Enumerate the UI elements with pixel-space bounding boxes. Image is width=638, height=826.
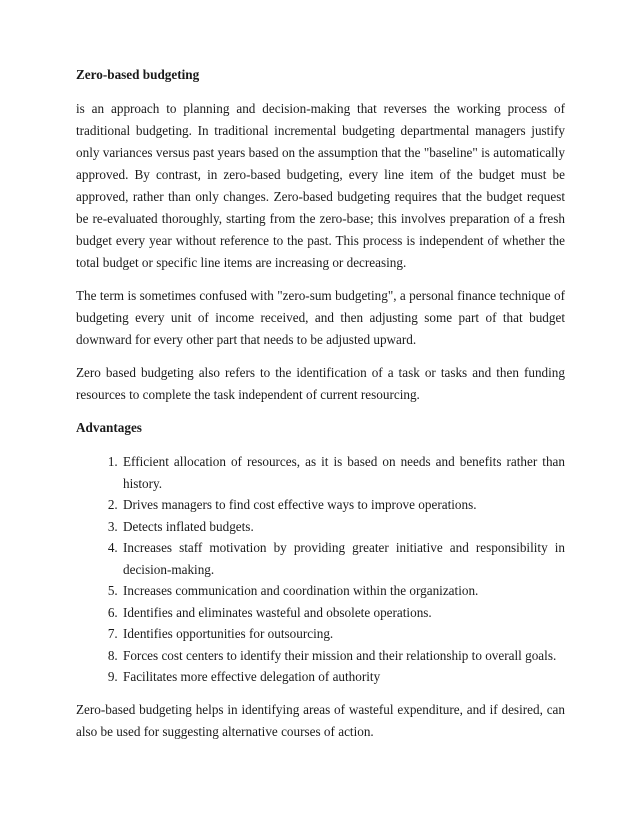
paragraph-zero-sum: The term is sometimes confused with "zero-sum budgeting", a personal finance technique of budgeting every unit of income received, and then adjusting some part of that budget downward for every other part that needs to be adjusted upward. — [76, 288, 565, 347]
advantages-list — [76, 451, 565, 688]
list-item: 4. Increases staff motivation by providing greater initiative and responsibility in decision-making. — [121, 537, 565, 580]
list-item: 6. Identifies and eliminates wasteful and obsolete operations. — [121, 602, 565, 624]
paragraph-definition: is an approach to planning and decision-making that reverses the working process of traditional budgeting. In traditional incremental budgeting departmental managers justify only variances versus past years based on the assumption that the "baseline" is automatically approved. By contrast, in zero-based budgeting, every line item of the budget must be approved, rather than only changes. Zero-based budgeting requires that the budget request be re-evaluated thoroughly, starting from the zero-base; this involves preparation of a fresh budget every year without reference to the past. This process is independent of whether the total budget or specific line items are increasing or decreasing. — [76, 101, 565, 270]
list-item: 2. Drives managers to find cost effective ways to improve operations. — [121, 494, 565, 516]
list-item: 5. Increases communication and coordination within the organization. — [121, 580, 565, 602]
list-item: 3. Detects inflated budgets. — [121, 516, 565, 538]
list-item: 8. Forces cost centers to identify their mission and their relationship to overall goals. — [121, 645, 565, 667]
list-item: 1. Efficient allocation of resources, as it is based on needs and benefits rather than history. — [121, 451, 565, 494]
document-title: Zero-based budgeting — [76, 67, 200, 82]
paragraph-task-identification: Zero based budgeting also refers to the identification of a task or tasks and then funding resources to complete the task independent of current resourcing. — [76, 365, 565, 402]
advantages-heading: Advantages — [76, 420, 142, 435]
list-item: 7. Identifies opportunities for outsourcing. — [121, 623, 565, 645]
list-item: 9. Facilitates more effective delegation of authority — [121, 666, 565, 688]
paragraph-closing: Zero-based budgeting helps in identifying areas of wasteful expenditure, and if desired, can also be used for suggesting alternative courses of action. — [76, 701, 565, 739]
